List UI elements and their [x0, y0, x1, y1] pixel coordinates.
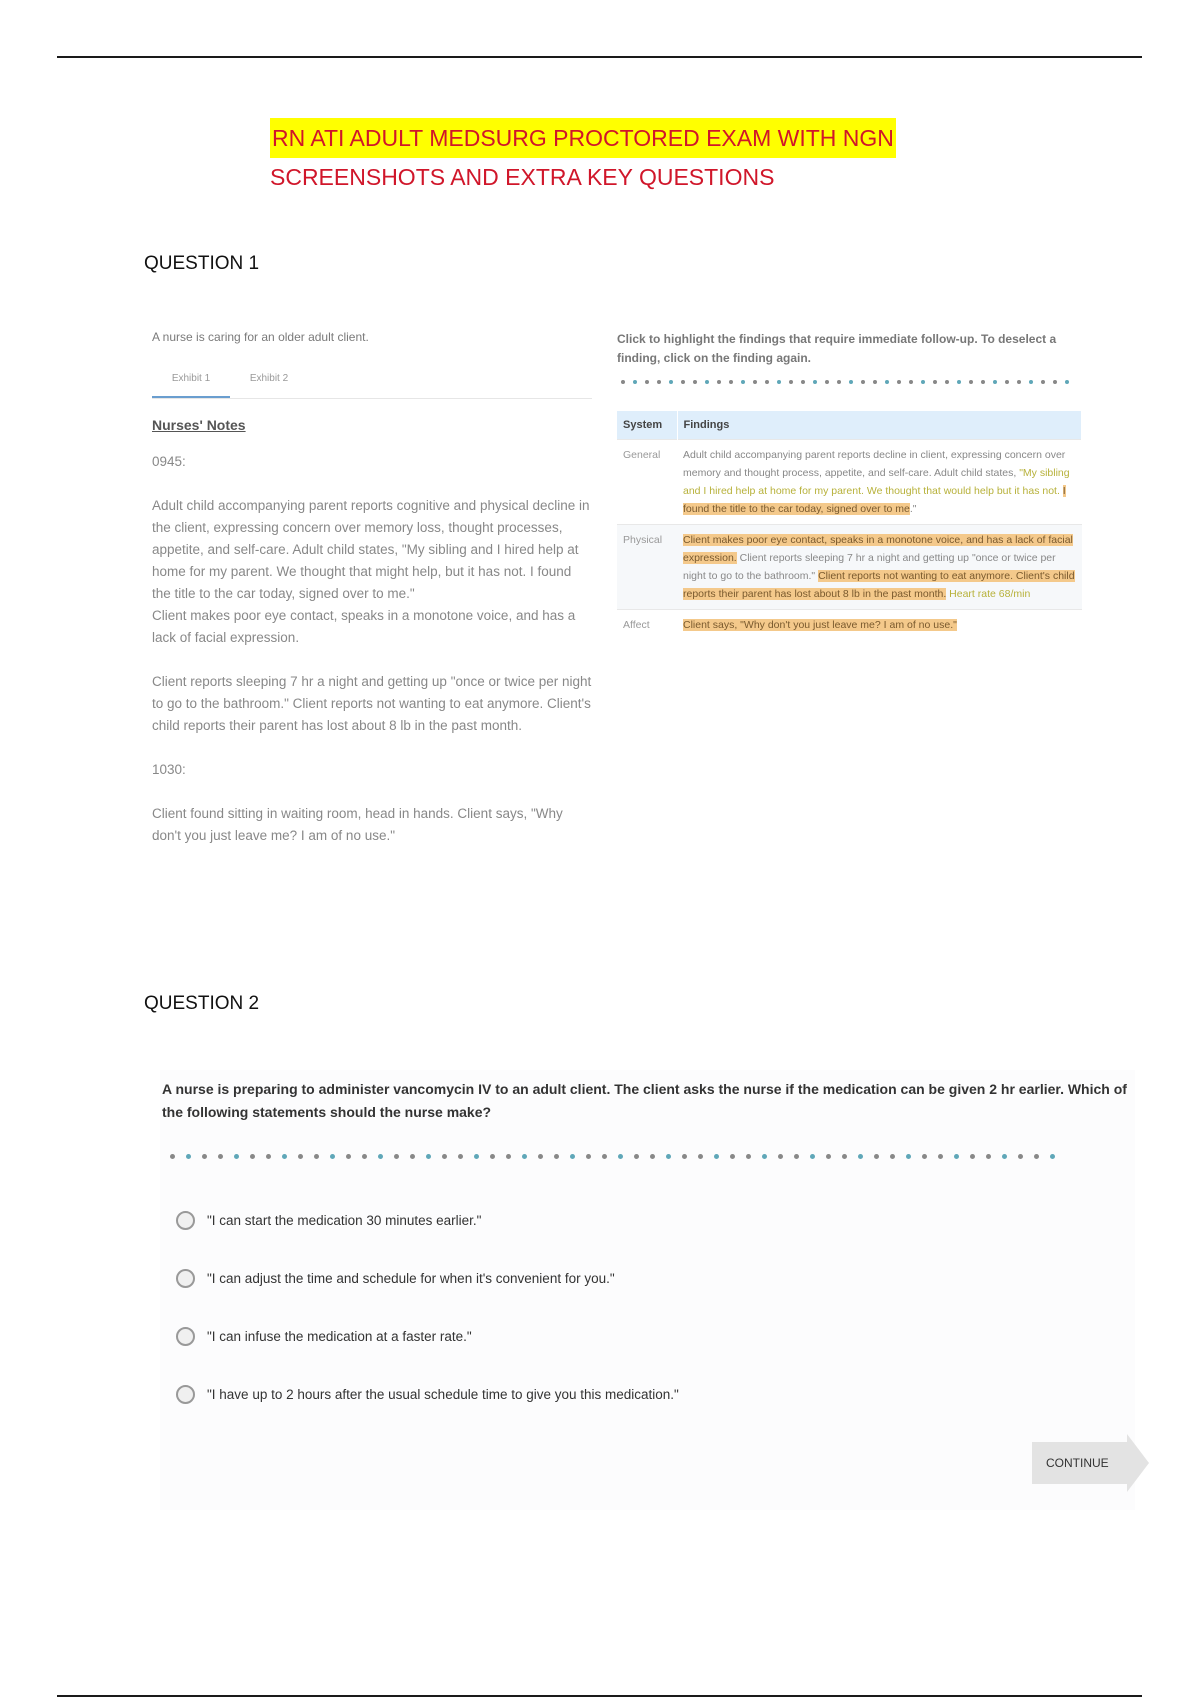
separator-dot — [570, 1154, 575, 1159]
table-header-row — [617, 411, 1082, 440]
answer-option[interactable] — [176, 1249, 1135, 1307]
answer-option[interactable] — [176, 1307, 1135, 1365]
separator-dot — [698, 1154, 703, 1159]
separator-dot — [645, 380, 649, 384]
separator-dot — [849, 380, 853, 384]
separator-dot — [986, 1154, 991, 1159]
title-line-2: SCREENSHOTS AND EXTRA KEY QUESTIONS — [270, 164, 775, 190]
separator-dot — [202, 1154, 207, 1159]
highlighted-finding[interactable]: Client reports not wanting to eat anymore. Client's child reports their parent has lost about 8 lb in the past month. — [683, 570, 1075, 600]
separator-dot — [554, 1154, 559, 1159]
findings-affect[interactable] — [677, 610, 1082, 641]
separator-dot — [602, 1154, 607, 1159]
question-stem: A nurse is preparing to administer vancomycin IV to an adult client. The client asks the nurse if the medication can be given 2 hr earlier. Which of the following statements should the nurse make? — [162, 1081, 1127, 1120]
separator-dot — [842, 1154, 847, 1159]
progress-dots — [170, 1154, 1135, 1159]
findings-general[interactable] — [677, 440, 1082, 525]
separator-dot — [861, 380, 865, 384]
separator-dot — [1041, 380, 1045, 384]
separator-dot — [586, 1154, 591, 1159]
separator-dot — [681, 380, 685, 384]
separator-dot — [1053, 380, 1057, 384]
separator-dot — [618, 1154, 623, 1159]
separator-dot — [314, 1154, 319, 1159]
separator-dot — [794, 1154, 799, 1159]
separator-dot — [789, 380, 793, 384]
option-label[interactable]: "I can infuse the medication at a faster rate." — [207, 1328, 472, 1344]
separator-dot — [657, 380, 661, 384]
separator-dot — [362, 1154, 367, 1159]
separator-dot — [957, 380, 961, 384]
separator-dot — [705, 380, 709, 384]
separator-dot — [938, 1154, 943, 1159]
header-system: System — [617, 411, 677, 440]
separator-dot — [458, 1154, 463, 1159]
note-paragraph: Adult child accompanying parent reports cognitive and physical decline in the client, expressing concern over memory loss, thought processes, appetite, and self-care. Adult child states, "My sibling and I hired help at home for my parent. We thought that might help, but it has not. I found the title to the car today, signed over to me." — [152, 498, 590, 601]
separator-dot — [921, 380, 925, 384]
separator-dot — [885, 380, 889, 384]
note-paragraph: Client found sitting in waiting room, head in hands. Client says, "Why don't you just leave me? I am of no use." — [152, 806, 563, 843]
separator-dot — [762, 1154, 767, 1159]
separator-dot — [1065, 380, 1069, 384]
separator-dot — [234, 1154, 239, 1159]
system-affect: Affect — [617, 610, 677, 641]
top-rule — [57, 56, 1142, 58]
separator-dot — [650, 1154, 655, 1159]
continue-button[interactable]: CONTINUE — [1032, 1442, 1127, 1484]
separator-dot — [741, 380, 745, 384]
question-2-heading: QUESTION 2 — [144, 993, 260, 1014]
highlighted-finding[interactable]: I found the title to the car today, signed over to me — [683, 485, 1066, 515]
separator-dot — [298, 1154, 303, 1159]
tab-exhibit-2[interactable]: Exhibit 2 — [249, 373, 289, 384]
separator-dot — [693, 380, 697, 384]
separator-dot — [1029, 380, 1033, 384]
separator-dot — [801, 380, 805, 384]
header-findings: Findings — [677, 411, 1082, 440]
findings-table — [617, 411, 1082, 640]
separator-dot — [897, 380, 901, 384]
question-2-panel — [160, 1070, 1135, 1510]
separator-dot — [717, 380, 721, 384]
separator-dot — [474, 1154, 479, 1159]
separator-dot — [426, 1154, 431, 1159]
radio-button[interactable] — [176, 1327, 195, 1346]
note-paragraph: Client makes poor eye contact, speaks in a monotone voice, and has a lack of facial expression. — [152, 608, 576, 645]
separator-dot — [826, 1154, 831, 1159]
separator-dot — [506, 1154, 511, 1159]
separator-dot — [1050, 1154, 1055, 1159]
finding-text: ." — [909, 503, 917, 515]
separator-dot — [621, 380, 625, 384]
separator-dot — [873, 380, 877, 384]
note-time-0945: 0945: — [152, 454, 186, 469]
separator-dot — [813, 380, 817, 384]
separator-dot — [858, 1154, 863, 1159]
separator-dot — [282, 1154, 287, 1159]
highlighted-finding[interactable]: Client makes poor eye contact, speaks in a monotone voice, and has a lack of facial expression. — [683, 534, 1073, 564]
separator-dot — [442, 1154, 447, 1159]
table-row — [617, 440, 1082, 525]
separator-dot — [969, 380, 973, 384]
separator-dot — [346, 1154, 351, 1159]
separator-dot — [186, 1154, 191, 1159]
separator-dot — [777, 380, 781, 384]
separator-dot — [170, 1154, 175, 1159]
radio-button[interactable] — [176, 1385, 195, 1404]
table-row — [617, 525, 1082, 610]
finding-text[interactable]: Client reports sleeping 7 hr a night and getting up "once or twice per night to go to the bathroom." — [683, 552, 1056, 582]
separator-dot — [250, 1154, 255, 1159]
separator-dot — [954, 1154, 959, 1159]
scenario-intro: A nurse is caring for an older adult client. — [152, 330, 369, 344]
separator-dot — [778, 1154, 783, 1159]
radio-button[interactable] — [176, 1211, 195, 1230]
system-physical: Physical — [617, 525, 677, 610]
separator-dot — [993, 380, 997, 384]
separator-dot — [538, 1154, 543, 1159]
system-general: General — [617, 440, 677, 525]
option-label[interactable]: "I can start the medication 30 minutes earlier." — [207, 1212, 482, 1228]
separator-dot — [933, 380, 937, 384]
separator-dot — [1005, 380, 1009, 384]
table-row — [617, 610, 1082, 641]
separator-dot — [410, 1154, 415, 1159]
separator-dot — [394, 1154, 399, 1159]
question-1-heading: QUESTION 1 — [144, 253, 260, 274]
separator-dot — [669, 380, 673, 384]
highlighted-finding[interactable]: Client says, "Why don't you just leave me? I am of no use." — [683, 619, 957, 631]
separator-dot — [1017, 380, 1021, 384]
separator-dot — [266, 1154, 271, 1159]
finding-text[interactable]: Heart rate 68/min — [946, 588, 1031, 600]
separator-dot — [378, 1154, 383, 1159]
title-line-1: RN ATI ADULT MEDSURG PROCTORED EXAM WITH NGN — [270, 118, 896, 158]
separator-dot — [666, 1154, 671, 1159]
separator-dot — [906, 1154, 911, 1159]
separator-dot — [330, 1154, 335, 1159]
answer-option[interactable] — [176, 1191, 1135, 1249]
separator-dot — [634, 1154, 639, 1159]
separator-dot — [922, 1154, 927, 1159]
separator-dot — [1018, 1154, 1023, 1159]
separator-dot — [522, 1154, 527, 1159]
separator-dot — [218, 1154, 223, 1159]
separator-dot — [729, 380, 733, 384]
separator-dot — [753, 380, 757, 384]
separator-dot — [890, 1154, 895, 1159]
bottom-rule — [57, 1695, 1142, 1697]
nurses-notes-panel — [152, 330, 592, 869]
findings-panel — [617, 330, 1082, 640]
separator-dot — [810, 1154, 815, 1159]
finding-text[interactable]: "My sibling and I hired help at home for my parent. We thought that would help but it has not. — [683, 467, 1070, 497]
separator-dot — [837, 380, 841, 384]
option-label[interactable]: "I can adjust the time and schedule for when it's convenient for you." — [207, 1270, 615, 1286]
note-paragraph: Client reports sleeping 7 hr a night and getting up "once or twice per night to go to the bathroom." Client reports not wanting to eat anymore. Client's child reports their parent has lost about 8 lb in the past month. — [152, 674, 592, 733]
answer-options — [176, 1191, 1135, 1423]
radio-button[interactable] — [176, 1269, 195, 1288]
finding-text[interactable]: Adult child accompanying parent reports decline in client, expressing concern over memory and thought process, appetite, and self-care. Adult child states, — [683, 449, 1066, 479]
separator-dot — [981, 380, 985, 384]
separator-dot — [682, 1154, 687, 1159]
exhibit-tabs — [152, 368, 592, 399]
separator-dot — [909, 380, 913, 384]
separator-dot — [714, 1154, 719, 1159]
separator-dot — [765, 380, 769, 384]
separator-dot — [825, 380, 829, 384]
option-label[interactable]: "I have up to 2 hours after the usual schedule time to give you this medication." — [207, 1386, 679, 1402]
separator-dot — [1034, 1154, 1039, 1159]
separator-dot — [1002, 1154, 1007, 1159]
answer-option[interactable] — [176, 1365, 1135, 1423]
note-time-1030: 1030: — [152, 762, 186, 777]
separator-dot — [970, 1154, 975, 1159]
document-title — [270, 118, 896, 196]
progress-dots — [621, 380, 1082, 384]
tab-exhibit-1[interactable]: Exhibit 1 — [152, 368, 230, 398]
notes-title: Nurses' Notes — [152, 417, 246, 433]
separator-dot — [633, 380, 637, 384]
separator-dot — [874, 1154, 879, 1159]
highlight-instruction: Click to highlight the findings that require immediate follow-up. To deselect a finding, click on the finding again. — [617, 332, 1057, 365]
separator-dot — [945, 380, 949, 384]
separator-dot — [746, 1154, 751, 1159]
separator-dot — [730, 1154, 735, 1159]
findings-physical[interactable] — [677, 525, 1082, 610]
separator-dot — [490, 1154, 495, 1159]
